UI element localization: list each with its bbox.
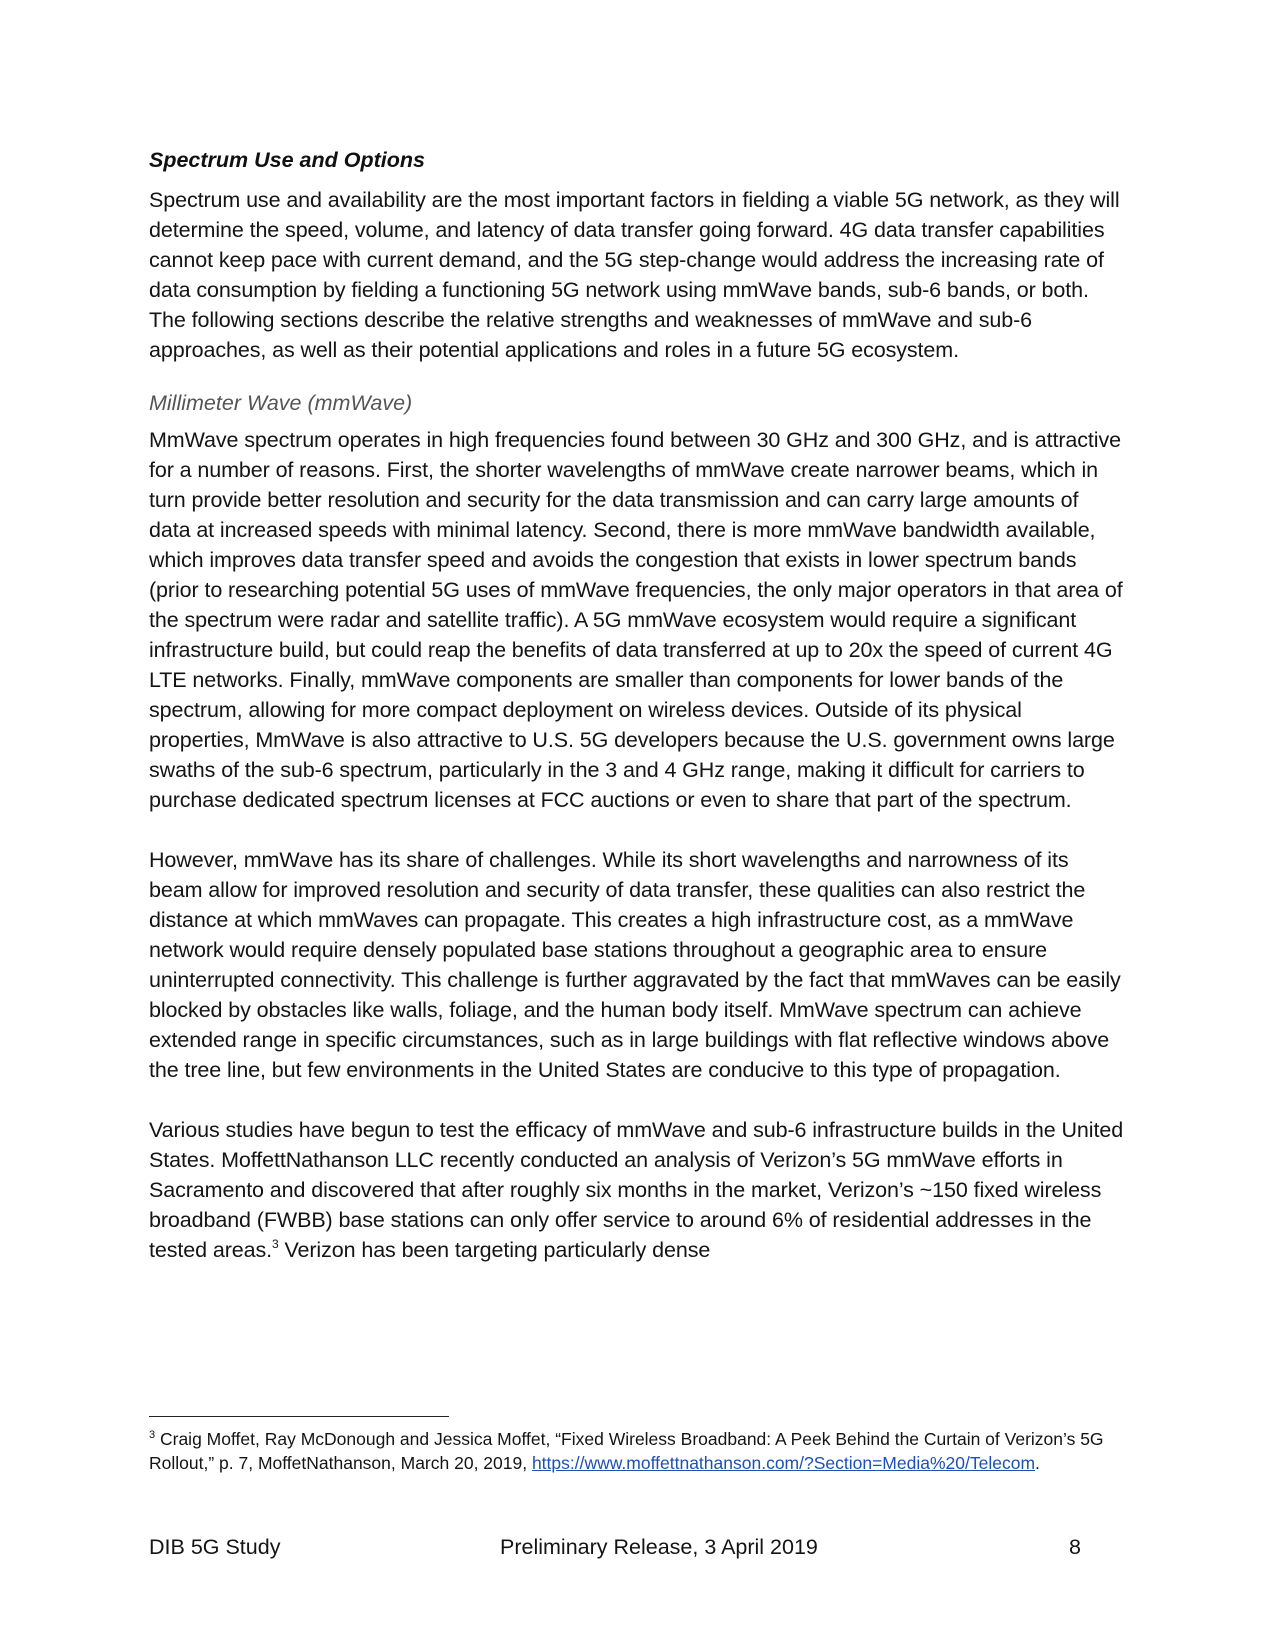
section-heading: Spectrum Use and Options	[149, 148, 425, 172]
footer-doc-title: DIB 5G Study	[149, 1535, 281, 1559]
main-content	[149, 145, 1124, 1265]
footnote-number: 3	[149, 1429, 156, 1441]
paragraph-gap	[149, 1085, 1124, 1115]
intro-paragraph: Spectrum use and availability are the most important factors in fielding a viable 5G network, as they will determine the speed, volume, and latency of data transfer going forward. 4G data transfer capabilities cannot keep pace with current demand, and the 5G step-change would address the increasing rate of data consumption by fielding a functioning 5G network using mmWave bands, sub-6 bands, or both. The following sections describe the relative strengths and weaknesses of mmWave and sub-6 approaches, as well as their potential applications and roles in a future 5G ecosystem.	[149, 188, 1120, 362]
footnote-trailing: .	[1035, 1452, 1040, 1473]
footnote-reference[interactable]: 3	[272, 1237, 279, 1251]
paragraph-text: Verizon has been targeting particularly dense	[278, 1238, 711, 1262]
body-paragraph: MmWave spectrum operates in high frequencies found between 30 GHz and 300 GHz, and is attractive for a number of reasons. First, the shorter wavelengths of mmWave create narrower beams, which in turn provide better resolution and security for the data transmission and can carry large amounts of data at increased speeds with minimal latency. Second, there is more mmWave bandwidth available, which improves data transfer speed and avoids the congestion that exists in lower spectrum bands (prior to researching potential 5G uses of mmWave frequencies, the only major operators in that area of the spectrum were radar and satellite traffic). A 5G mmWave ecosystem would require a significant infrastructure build, but could reap the benefits of data transferred at up to 20x the speed of current 4G LTE networks. Finally, mmWave components are smaller than components for lower bands of the spectrum, allowing for more compact deployment on wireless devices. Outside of its physical properties, MmWave is also attractive to U.S. 5G developers because the U.S. government owns large swaths of the sub-6 spectrum, particularly in the 3 and 4 GHz range, making it difficult for carriers to purchase dedicated spectrum licenses at FCC auctions or even to share that part of the spectrum.	[149, 428, 1123, 812]
paragraph-gap	[149, 815, 1124, 845]
page-footer	[149, 1532, 1089, 1562]
footnote	[149, 1428, 1124, 1475]
body-paragraph-with-footnote	[149, 1115, 1124, 1265]
footnote-text: Craig Moffet, Ray McDonough and Jessica Moffet, “Fixed Wireless Broadband: A Peek Behind the Curtain of Verizon’s 5G Rollout,” p. 7, MoffetNathanson, March 20, 2019,	[149, 1429, 1104, 1473]
subsection-heading: Millimeter Wave (mmWave)	[149, 391, 413, 415]
body-paragraph: However, mmWave has its share of challenges. While its short wavelengths and narrowness of its beam allow for improved resolution and security of data transfer, these qualities can also restrict the distance at which mmWaves can propagate. This creates a high infrastructure cost, as a mmWave network would require densely populated base stations throughout a geographic area to ensure uninterrupted connectivity. This challenge is further aggravated by the fact that mmWaves can be easily blocked by obstacles like walls, foliage, and the human body itself. MmWave spectrum can achieve extended range in specific circumstances, such as in large buildings with flat reflective windows above the tree line, but few environments in the United States are conducive to this type of propagation.	[149, 848, 1121, 1082]
page-number: 8	[1069, 1535, 1081, 1559]
footnote-link[interactable]: https://www.moffettnathanson.com/?Section=Media%20/Telecom	[531, 1452, 1036, 1473]
footer-release-info: Preliminary Release, 3 April 2019	[500, 1535, 818, 1559]
paragraph-text: Various studies have begun to test the efficacy of mmWave and sub-6 infrastructure builds in the United States. MoffettNathanson LLC recently conducted an analysis of Verizon’s 5G mmWave efforts in Sacramento and discovered that after roughly six months in the market, Verizon’s ~150 fixed wireless broadband (FWBB) base stations can only offer service to around 6% of residential addresses in the tested areas.	[149, 1118, 1124, 1262]
footnote-separator	[149, 1416, 449, 1417]
